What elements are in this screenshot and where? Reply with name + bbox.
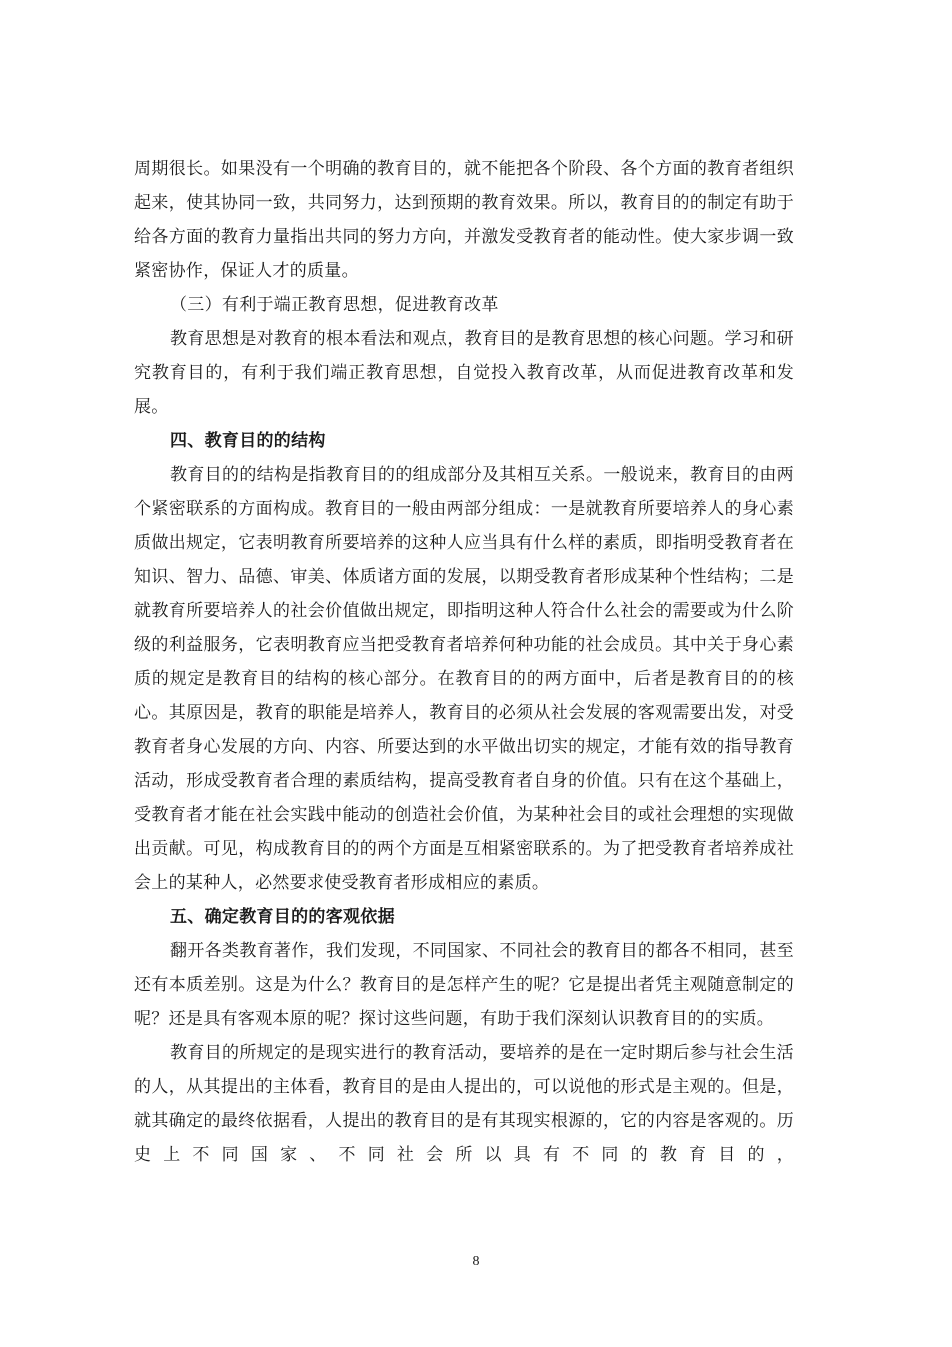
paragraph-objective-basis: 教育目的所规定的是现实进行的教育活动，要培养的是在一定时期后参与社会生活的人，从其提出的主体看，教育目的是由人提出的，可以说他的形式是主观的。但是，就其确定的最终依据看，人提出的教育目的是有其现实根源的，它的内容是客观的。历史上不同国家、不同社会所以具有不同的教育目的， (134, 1043, 794, 1165)
section-heading-4: 四、教育目的的结构 (170, 431, 326, 451)
paragraph-structure: 教育目的的结构是指教育目的的组成部分及其相互关系。一般说来，教育目的由两个紧密联系的方面构成。教育目的一般由两部分组成：一是就教育所要培养人的身心素质做出规定，它表明教育所要培养的这种人应当具有什么样的素质，即指明受教育者在知识、智力、品德、审美、体质诸方面的发展，以期受教育者形成某种个性结构；二是就教育所要培养人的社会价值做出规定，即指明这种人符合什么社会的需要或为什么阶级的利益服务，它表明教育应当把受教育者培养何种功能的社会成员。其中关于身心素质的规定是教育目的结构的核心部分。在教育目的的两方面中，后者是教育目的的核心。其原因是，教育的职能是培养人，教育目的必须从社会发展的客观需要出发，对受教育者身心发展的方向、内容、所要达到的水平做出切实的规定，才能有效的指导教育活动，形成受教育者合理的素质结构，提高受教育者自身的价值。只有在这个基础上，受教育者才能在社会实践中能动的创造社会价值，为某种社会目的或社会理想的实现做出贡献。可见，构成教育目的的两个方面是互相紧密联系的。为了把受教育者培养成社会上的某种人，必然要求使受教育者形成相应的素质。 (134, 465, 794, 893)
paragraph-questions: 翻开各类教育著作，我们发现，不同国家、不同社会的教育目的都各不相同，甚至还有本质差别。这是为什么？教育目的是怎样产生的呢？它是提出者凭主观随意制定的呢？还是具有客观本原的呢？探讨这些问题，有助于我们深刻认识教育目的的实质。 (134, 941, 794, 1029)
paragraph-education-thought: 教育思想是对教育的根本看法和观点，教育目的是教育思想的核心问题。学习和研究教育目的，有利于我们端正教育思想，自觉投入教育改革，从而促进教育改革和发展。 (134, 329, 794, 417)
subheading-3: （三）有利于端正教育思想，促进教育改革 (170, 295, 499, 315)
body-text (134, 152, 794, 1172)
paragraph-continued: 周期很长。如果没有一个明确的教育目的，就不能把各个阶段、各个方面的教育者组织起来，使其协同一致，共同努力，达到预期的教育效果。所以，教育目的的制定有助于给各方面的教育力量指出共同的努力方向，并激发受教育者的能动性。使大家步调一致紧密协作，保证人才的质量。 (134, 159, 794, 281)
page-number: 8 (472, 1254, 480, 1269)
section-heading-5: 五、确定教育目的的客观依据 (170, 907, 395, 927)
